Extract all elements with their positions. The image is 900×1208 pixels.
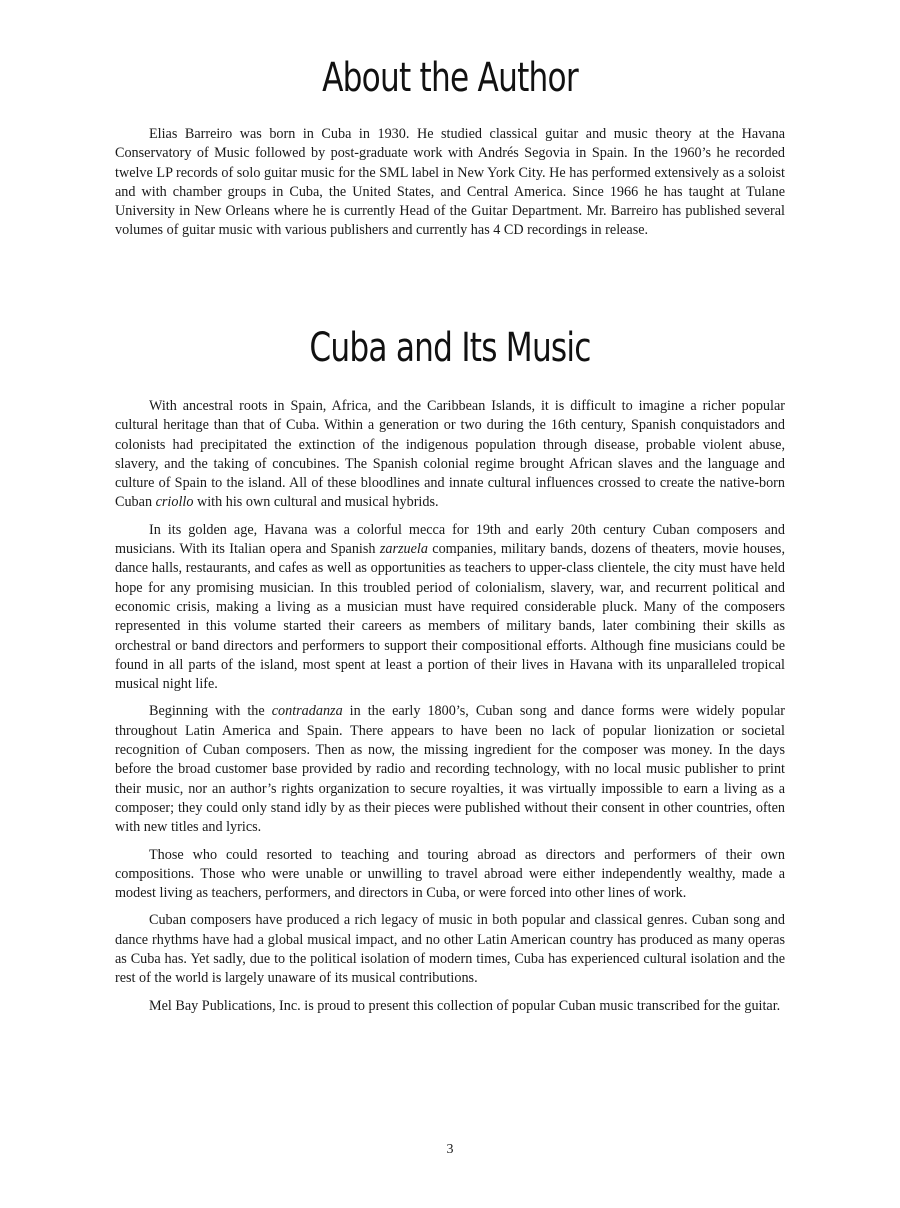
italic-term-zarzuela: zarzuela	[379, 541, 428, 558]
about-author-section	[115, 125, 785, 249]
cuba-paragraph-4: Those who could resorted to teaching and touring abroad as directors and performers of their own compositions. Those who were unable or unwilling to travel abroad were either independently wealthy, made a modest living as teachers, performers, and directors in Cuba, or were forced into other lines of work.	[115, 846, 785, 902]
page-number: 3	[446, 1142, 454, 1157]
cuba-paragraph-3: Beginning with the contradanza in the early 1800’s, Cuban song and dance forms were widely popular throughout Latin America and Spain. There appears to have been no lack of popular lionization or societal recognition of Cuban composers. Then as now, the missing ingredient for the composer was money. In the days before the broad customer base provided by radio and recording technology, with no local music publisher to print their music, nor an author’s rights organization to secure royalties, it was virtually impossible to earn a living as a composer; they could only stand idly by as their pieces were published without their consent in other countries, often with new titles and lyrics.	[115, 703, 785, 836]
italic-term-contradanza: contradanza	[271, 703, 343, 720]
italic-term-criollo: criollo	[155, 494, 194, 511]
cuba-music-section	[115, 397, 785, 1024]
cuba-paragraph-6: Mel Bay Publications, Inc. is proud to present this collection of popular Cuban music transcribed for the guitar.	[149, 997, 781, 1014]
cuba-paragraph-2: In its golden age, Havana was a colorful mecca for 19th and early 20th century Cuban composers and musicians. With its Italian opera and Spanish zarzuela companies, military bands, dozens of theaters, movie houses, dance halls, restaurants, and cafes as well as opportunities as teachers to upper-class clientele, the city must have held hope for any promising musician. In this troubled period of colonialism, slavery, war, and recurrent political and economic crisis, making a living as a musician must have required considerable pluck. Many of the composers represented in this volume started their careers as members of military bands, later combining their skills as orchestral or band directors and performers to support their compositional efforts. Although fine musicians could be found in all parts of the island, most spent at least a portion of their lives in Havana with its unparalleled tropical musical night life.	[115, 521, 785, 693]
cuba-music-heading: Cuba and Its Music	[309, 325, 591, 371]
about-author-paragraph: Elias Barreiro was born in Cuba in 1930. He studied classical guitar and music theory at the Havana Conservatory of Music followed by post-graduate work with Andrés Segovia in Spain. In the 1960’s he recorded twelve LP records of solo guitar music for the SML label in New York City. He has performed extensively as a soloist and with chamber groups in Cuba, the United States, and Central America. Since 1966 he has taught at Tulane University in New Orleans where he is currently Head of the Guitar Department. Mr. Barreiro has published several volumes of guitar music with various publishers and currently has 4 CD recordings in release.	[115, 126, 785, 239]
cuba-paragraph-1: With ancestral roots in Spain, Africa, and the Caribbean Islands, it is difficult to imagine a richer popular cultural heritage than that of Cuba. Within a generation or two during the 16th century, Spanish conquistadors and colonists had precipitated the extinction of the indigenous population through disease, probable violent abuse, slavery, and the taking of concubines. The Spanish colonial regime brought African slaves and the language and culture of Spain to the island. All of these bloodlines and innate cultural influences crossed to create the native-born Cuban criollo with his own cultural and musical hybrids.	[115, 398, 785, 511]
about-author-heading: About the Author	[322, 55, 578, 101]
cuba-paragraph-5: Cuban composers have produced a rich legacy of music in both popular and classical genres. Cuban song and dance rhythms have had a global musical impact, and no other Latin American country has produced as many operas as Cuba has. Yet sadly, due to the political isolation of modern times, Cuba has experienced cultural isolation and the rest of the world is largely unaware of its musical contributions.	[115, 912, 785, 987]
